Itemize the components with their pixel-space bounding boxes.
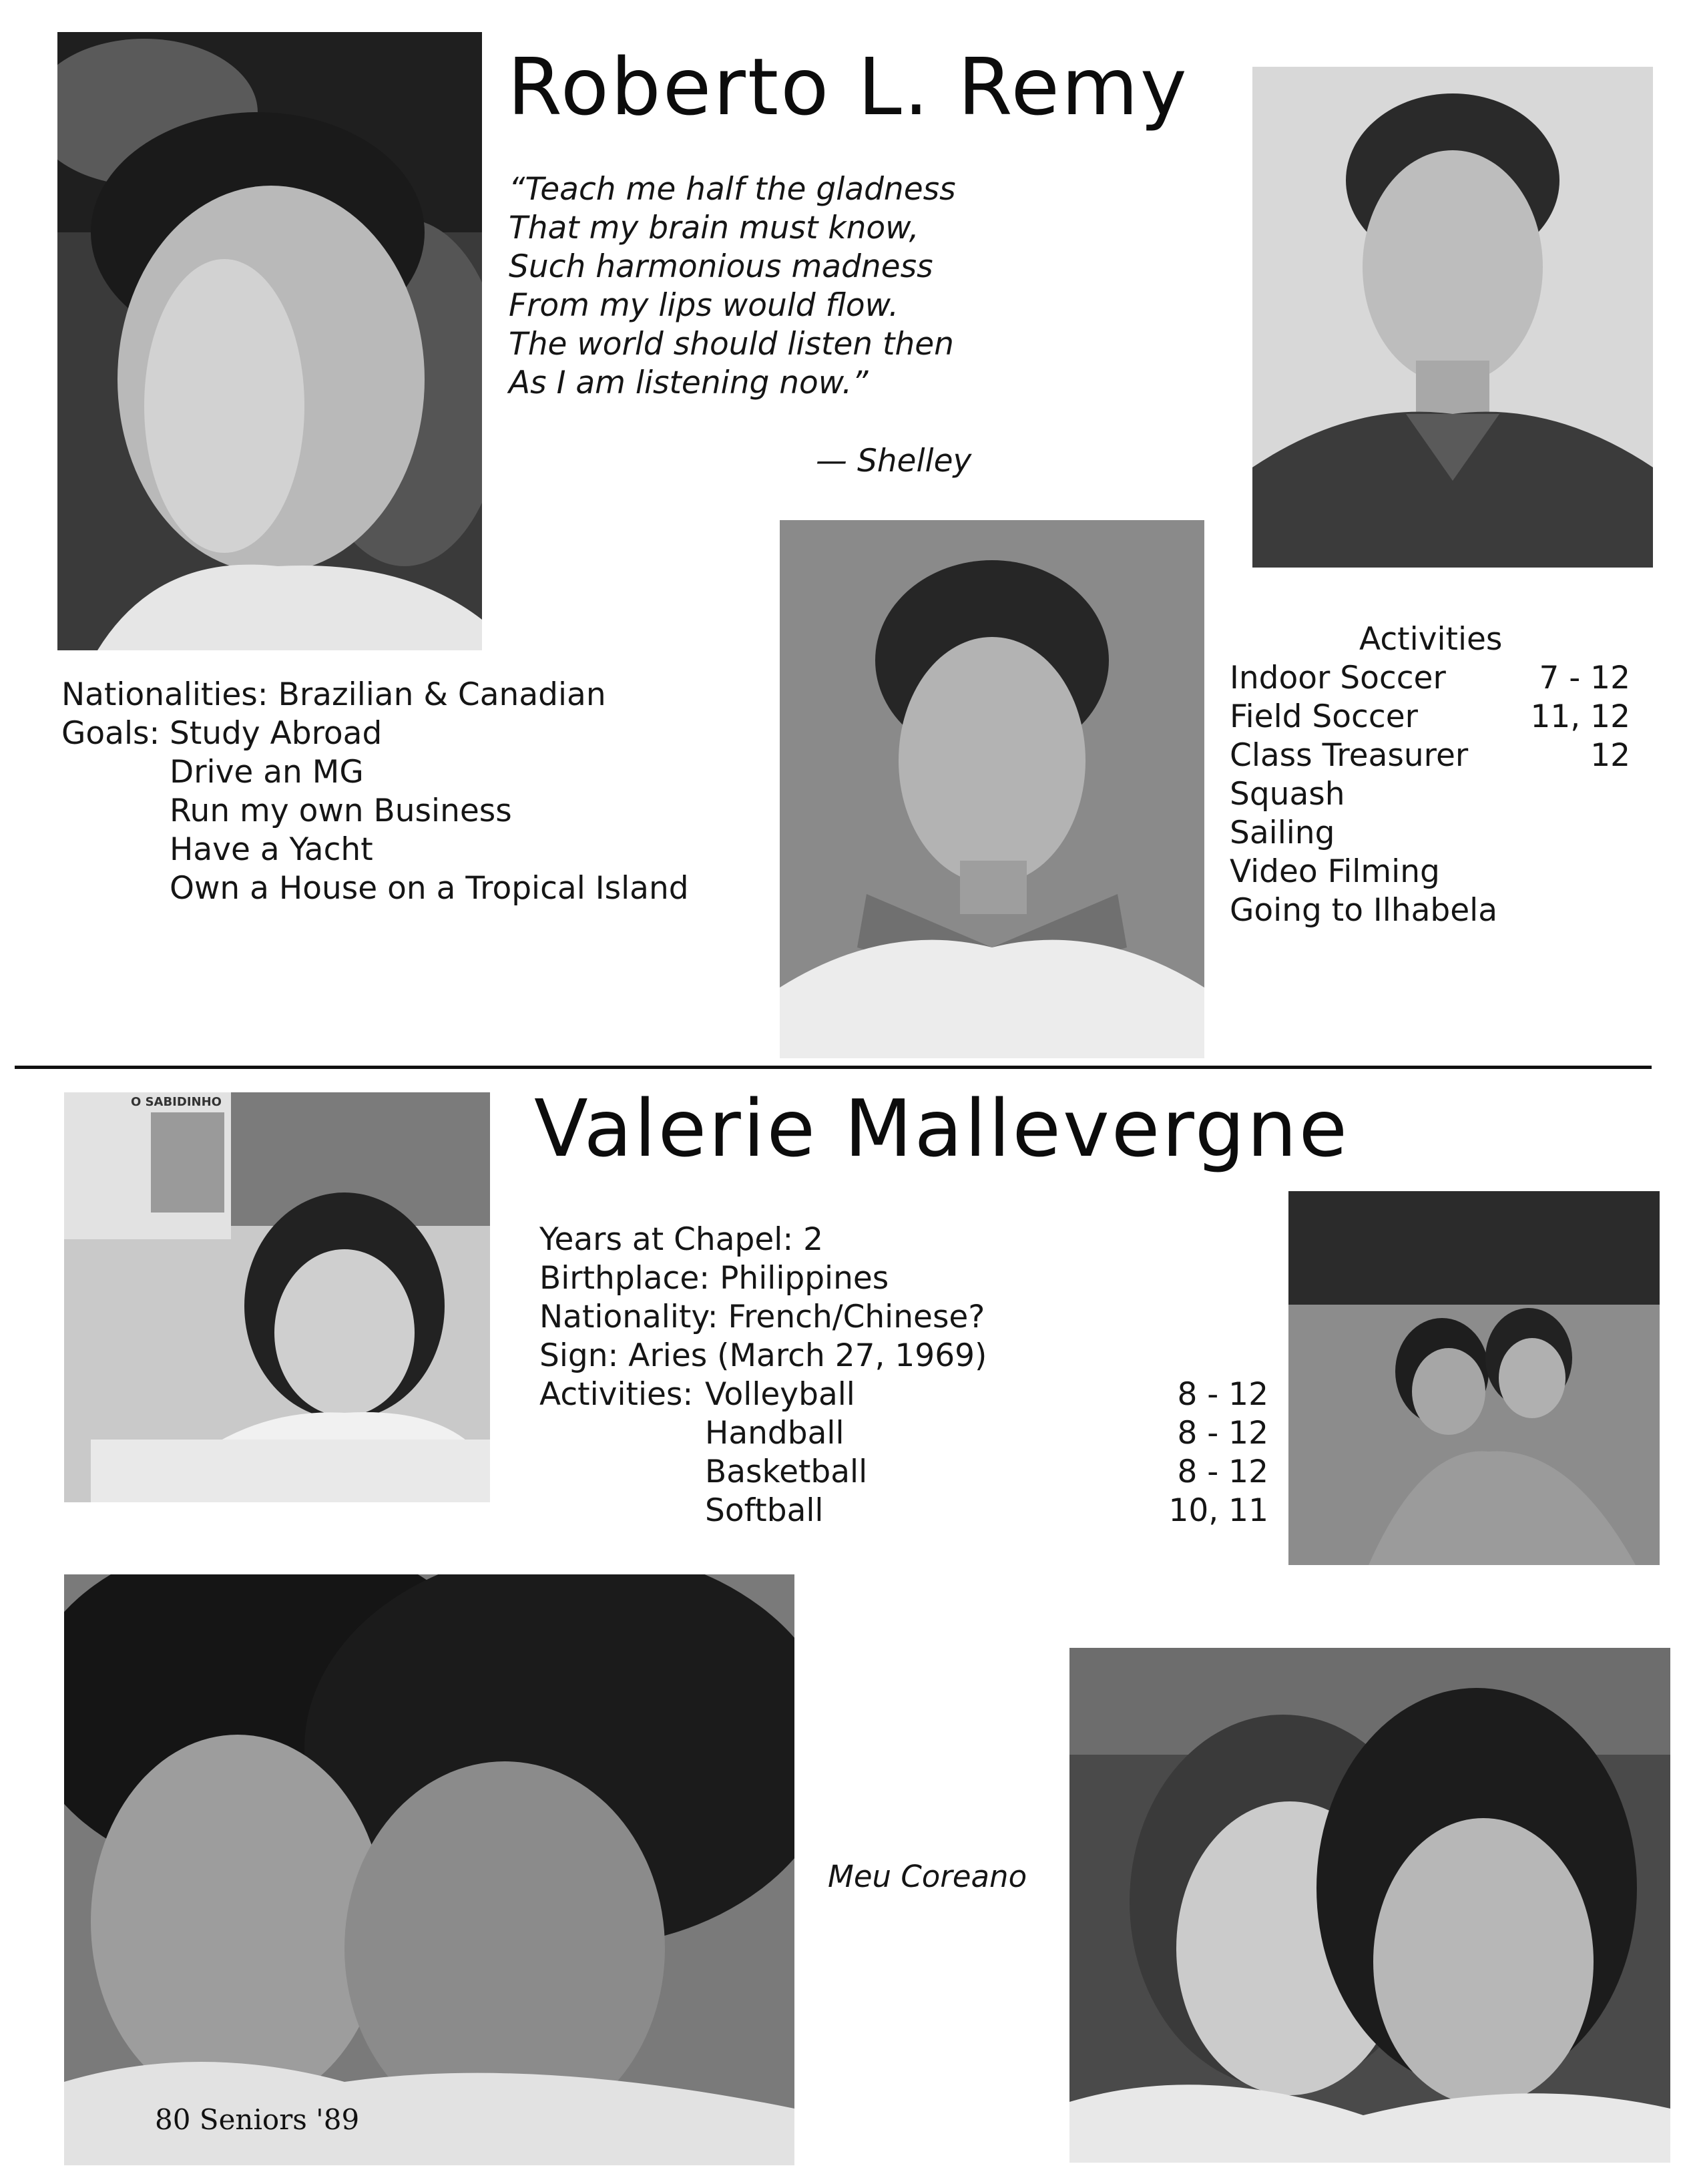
valerie-name-heading: Valerie Mallevergne xyxy=(534,1082,1350,1174)
roberto-goals-label: Goals: xyxy=(61,715,160,752)
activity-row xyxy=(1230,698,1630,736)
activity-row xyxy=(1230,736,1630,775)
valerie-photo-lake-image xyxy=(1288,1191,1660,1565)
valerie-photo-caption: Meu Coreano xyxy=(828,1859,1027,1894)
sign: Sign: Aries (March 27, 1969) xyxy=(539,1337,987,1374)
quote-author: — Shelley xyxy=(816,443,972,479)
page-folio: 80 Seniors '89 xyxy=(155,2103,360,2136)
quote-line: As I am listening now.” xyxy=(509,365,869,401)
goal-item: Own a House on a Tropical Island xyxy=(170,870,689,907)
roberto-activities-title: Activities xyxy=(1359,621,1503,658)
nationalities-label: Nationalities: xyxy=(61,676,268,713)
roberto-name-heading: Roberto L. Remy xyxy=(507,41,1189,133)
nationality: Nationality: French/Chinese? xyxy=(539,1299,985,1335)
quote-line: “Teach me half the gladness xyxy=(509,171,956,208)
valerie-photo-lake xyxy=(1288,1191,1660,1565)
activity-row xyxy=(705,1414,1268,1453)
roberto-quote xyxy=(509,170,956,403)
roberto-photo-portrait-shirt-image xyxy=(1252,67,1653,568)
roberto-photo-portrait-shirt xyxy=(1252,67,1653,568)
activity-name: Softball xyxy=(705,1492,824,1529)
valerie-photo-friends xyxy=(1069,1648,1670,2163)
quote-line: The world should listen then xyxy=(509,326,954,363)
goal-item: Have a Yacht xyxy=(170,831,373,868)
roberto-activities-list xyxy=(1230,659,1630,939)
valerie-photo-closeup-image xyxy=(64,1574,794,2165)
activity-row xyxy=(1230,853,1630,891)
quote-line: From my lips would flow. xyxy=(509,287,899,324)
roberto-nationalities xyxy=(61,676,606,714)
activity-name: Squash xyxy=(1230,776,1345,813)
section-divider xyxy=(15,1066,1652,1069)
activity-row xyxy=(1230,659,1630,698)
valerie-photo-childhood xyxy=(64,1092,490,1502)
valerie-activities-list xyxy=(705,1375,1268,1536)
valerie-photo-childhood-image xyxy=(64,1092,490,1502)
roberto-photo-profile-image xyxy=(57,32,482,650)
goal-item: Study Abroad xyxy=(170,715,383,752)
quote-line: That my brain must know, xyxy=(509,210,919,246)
activity-years: 7 - 12 xyxy=(1539,660,1630,696)
activity-row xyxy=(705,1375,1268,1414)
nationalities-value: Brazilian & Canadian xyxy=(278,676,606,713)
valerie-details xyxy=(539,1221,987,1375)
roberto-photo-profile xyxy=(57,32,482,650)
activity-name: Going to Ilhabela xyxy=(1230,892,1498,929)
valerie-photo-friends-image xyxy=(1069,1648,1670,2163)
activity-row xyxy=(1230,775,1630,814)
valerie-photo-closeup xyxy=(64,1574,794,2165)
roberto-photo-portrait-sweater-image xyxy=(780,520,1204,1058)
activity-row xyxy=(705,1453,1268,1492)
activity-row xyxy=(1230,891,1630,930)
activity-years: 8 - 12 xyxy=(1177,1376,1268,1413)
roberto-photo-portrait-sweater xyxy=(780,520,1204,1058)
activity-years: 12 xyxy=(1590,737,1630,774)
activity-name: Field Soccer xyxy=(1230,698,1418,735)
quote-line: Such harmonious madness xyxy=(509,248,933,285)
activity-name: Indoor Soccer xyxy=(1230,660,1446,696)
activity-row xyxy=(1230,814,1630,853)
activity-row xyxy=(705,1492,1268,1530)
valerie-activities-label: Activities: xyxy=(539,1376,694,1413)
activity-name: Class Treasurer xyxy=(1230,737,1469,774)
activity-name: Volleyball xyxy=(705,1376,855,1413)
activity-years: 8 - 12 xyxy=(1177,1415,1268,1452)
activity-years: 8 - 12 xyxy=(1177,1454,1268,1490)
activity-name: Basketball xyxy=(705,1454,868,1490)
activity-name: Video Filming xyxy=(1230,853,1440,890)
birthplace: Birthplace: Philippines xyxy=(539,1260,889,1297)
activity-name: Handball xyxy=(705,1415,845,1452)
years-at-chapel: Years at Chapel: 2 xyxy=(539,1221,823,1258)
photo-sign-text: O SABIDINHO xyxy=(131,1095,222,1109)
activity-years: 10, 11 xyxy=(1168,1492,1268,1529)
activity-years: 11, 12 xyxy=(1530,698,1630,735)
goal-item: Drive an MG xyxy=(170,754,364,791)
roberto-goals-list xyxy=(170,714,689,908)
goal-item: Run my own Business xyxy=(170,793,512,829)
activity-name: Sailing xyxy=(1230,815,1335,851)
